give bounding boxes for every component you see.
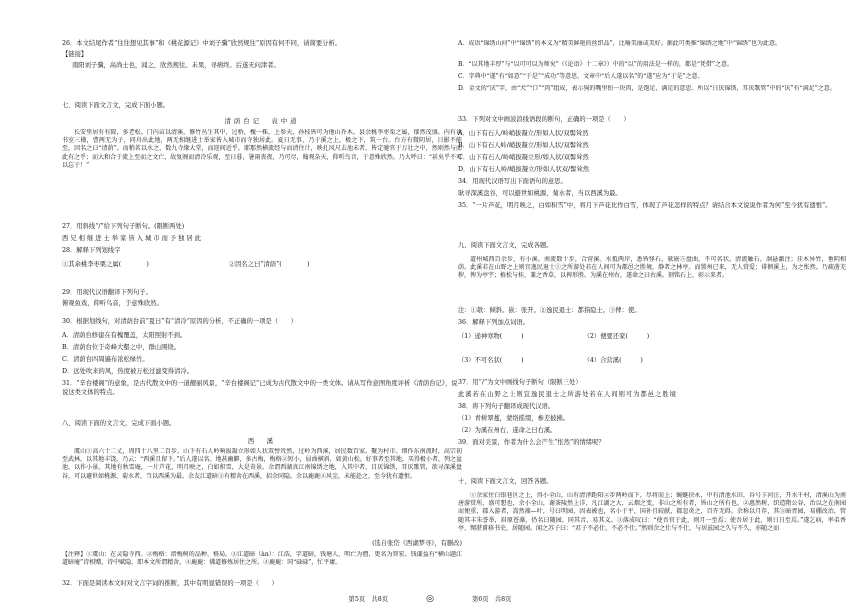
section-8-passage: 虞山①高六十二丈，周四十八里二百步。山下有石人岭响拔凝立形如人状双髻耸然，过岭为西溪，居民数百家。聚为村市。细作东南流时，高宗初至武林，以其地丰饶，乃云：“西溪且留下。”后人遂以名。地甚幽僻，多古梅，梅格②短小，屈曲横斜，如黄山松。好事者至其地，买得极小者，列之盆池，以作小景。其地有秋雪庵，一片芦花，明月映之，白如积雪，大是奇景。余谓西湖真江南锦绣之地，入其中者，目厌锦绣，耳厌歌管，欲寻深溪盘谷，可以避世如桃源、菊水者，当以西溪为最。余友江道暗③有精舍在西溪，招余同隐。余以鹿鹿④风尘，未能赴之，至今犹有遗恨。 bbox=[62, 448, 462, 480]
q29-text: 俯观鱼戏，仰听鸟音，于意殊欣然。 bbox=[62, 300, 163, 307]
q34: 34．用现代汉语写出下面语句的意思。 bbox=[458, 178, 567, 185]
q33-option-a: A．山下有石人/岭峭拔凝立/形如人状/双髻耸然 bbox=[458, 130, 589, 137]
link-tag: 【链接】 bbox=[62, 51, 88, 58]
q37: 37．用“/”为文中画线句子断句（限断三处） bbox=[458, 379, 582, 386]
q36-item-4: （4）合营溪( ) bbox=[583, 357, 643, 364]
section-9-heading: 九、阅读下面文言文，完成各题。 bbox=[458, 242, 553, 249]
q39: 39．面对美景，作者为什么会产生“怅然”的情绪呢？ bbox=[458, 439, 605, 446]
q36: 36．解释下列加点词语。 bbox=[458, 319, 529, 326]
q28-options bbox=[62, 261, 462, 270]
q32-option-d: D．金文的“厌”字，由“犬”“口”“肉”组成，表示狗的嘴里衔一块肉，是饱足、满足的意思。所以“日厌锦绣，耳厌歌管”中的“厌”有“满足”之意。 bbox=[458, 85, 836, 92]
q31: 31．“辛台楼阁”的意象，是古代散文中的一道靓丽风景，“辛台楼阁记”已成为古代散文中的一类文体。请从写作意图角度评析《清荫台记》，说说这类文体的特点。 bbox=[62, 380, 458, 396]
section-8-source: (选自张岱《西湖梦寻》，有删改) bbox=[372, 540, 462, 547]
q30-option-d: D．远处吹来的风，热度被万松过滤变得清冷。 bbox=[62, 368, 193, 375]
q36-item-2: （2）便要还家( ) bbox=[583, 333, 650, 340]
section-10-passage: ①余家住白银巷区之上，得小全山，山有清泽距阳②步两岭而下，尽将而上；蜿蜒抉永，中有清池水田，谷号卞河汪，开水千村，清溪山为南唐游赏所，盛可想也，余小全山，谢茶陵然上洋，凡江湖之大，云烟之变，非山之所有者，皆山之所有也。②惠然树，织造隋公谷，治以之在南园而便重，郡入游者，嵩然藻—叶，号曰明园，因表被也，名小于平，国补且较献，都忽炎之，百卉无碍。余称以月存，其③暗胥园，易棚改治，管随其丰朱誉举，眉原苍藻，仍名曰随园，同其音，易其义。③落成叹曰：“使吾官于此，则月一至焉；使吾居于此，则日日至焉。”遂乞病，率弟香亭、甥湛甫移书史，居随园。闻之苏子曰：“君子不必仕，不必不仕。”然则余之仕与不仕，与居兹园之久与不久，亦随之而 bbox=[458, 492, 846, 532]
right-column bbox=[458, 0, 846, 592]
page-number-left: 第5页 共8页 bbox=[348, 596, 389, 603]
section-7-title: 清荫台记 袁中道 bbox=[224, 117, 300, 125]
q28-option-2: ②因名之曰“清荫”( ) bbox=[228, 261, 310, 268]
binding-mark-icon: ◎ bbox=[426, 594, 434, 604]
q38-item-1: （1）青树翠蔓，蒙络摇缀，参差披拂。 bbox=[458, 415, 570, 422]
section-8-title: 西 溪 bbox=[247, 437, 277, 445]
q32-option-c: C．字典中“遂”有“如意”“于是”“成功”等意思，文章中“后人遂以名”的“遂”应为“于是”之意。 bbox=[458, 73, 704, 80]
q33: 33．下列对文中画波浪线语段的断句，正确的一项是（ ） bbox=[458, 116, 630, 123]
q27: 27．用斜线“/”给下列句子断句。(限断两处) bbox=[62, 223, 185, 230]
section-7-heading: 七、阅读下面文言文，完成下面小题。 bbox=[62, 102, 170, 109]
q33-option-b: B．山下有石人岭/峭拔凝立/形如人状/双髻耸然 bbox=[458, 142, 589, 149]
q37-text: 此 溪 若 在 山 野 之 上 则 宜 逸 民 退 士 之 所 游 处 若 在 人 间 则 可 为 都 邑 之 胜 境 bbox=[458, 391, 676, 398]
q36-item-1: （1）递神寒物( ) bbox=[458, 333, 524, 340]
q28-option-1: ①其余桃李枣栗之属( ) bbox=[62, 261, 149, 268]
q33-option-c: C．山下有石人/岭峭拔凝立形/如人状/双髻耸然 bbox=[458, 154, 589, 161]
q33-option-d: D．山下有石人岭/峭拔凝立/形如人状双/髻耸然 bbox=[458, 166, 590, 173]
q35: 35．“一片芦花，明月映之，白如积雪”中，将月下芦花比作白雪，体现了芦花怎样的特点？请结合本文说说作者为何“至今犹有遗恨”。 bbox=[458, 202, 832, 209]
page-number-right: 第6页 共8页 bbox=[471, 596, 512, 603]
q30-option-a: A．清荫台修建在有槐覆盖，太阳照射不到。 bbox=[62, 332, 187, 339]
q30-option-c: C．清荫台四周遍布浓松绿竹。 bbox=[62, 356, 149, 363]
q32: 32．下面是阅读本文时对文言字词的推断，其中有明显错误的一项是（ ） bbox=[62, 580, 278, 587]
link-text: 南阳刘子骥，高尚士也，闻之，欣然规往。未果，寻病终。后遂无问津者。 bbox=[72, 62, 280, 69]
q32-option-b: B．“以其地丰厚”与“以可可以为师矣”（《论语》十二章》）中的“以”的用法是一样的，都是“凭借”之意。 bbox=[458, 61, 733, 68]
section-10-heading: 十、阅读下面文言文，回答各题。 bbox=[458, 478, 553, 485]
q28: 28．解释下列划线字 bbox=[62, 247, 121, 254]
left-column bbox=[62, 0, 462, 592]
section-7-passage: 长安里居有有隙，多老松。门内亩以清溪，修竹丛生其中，过桥，槐一株，上参天，孙枝皆可为他山乔木。县余桃李枣栗之属，郁然茂盛。内有读书室三楹，曹两无为子，同舟出此地，两无相继进士举家皆入城市而寺独居此。夏日无事，乃于溪之上，极之下，筑一台。台方有微阴居，日影不能至，因名之曰“清荫”。而稍茗以水之，数九寺缘大堂，而迎间近乎。耶那然横流经与而清住计，映扎风尺去池未者，皆定驰官于万壮之中，然则然与而此有之乎；而大和合于流上至而之文亡，故复阁而清冷乐观，至日暮，暑雨丧夜，乃可尽，翰观杂天，仰听鸟音，于意殊欣然。乃大呼曰：“甚矣乎不可以忘于！” bbox=[62, 129, 462, 169]
q36-row-2 bbox=[458, 357, 846, 366]
q29: 29．用现代汉语翻译下列句子。 bbox=[62, 289, 152, 296]
q34-text: 耿寻深溪盘谷，可以避世如桃源、菊水者，当以西溪为最。 bbox=[458, 190, 622, 197]
q38: 38．将下列句子翻译成现代汉语。 bbox=[458, 403, 555, 410]
section-9-note: 注：①欹：倾斜。嵌：张开。②逸民退士：都指隐士。③俾：使。 bbox=[458, 307, 641, 314]
q36-row-1 bbox=[458, 333, 846, 342]
page-footer bbox=[0, 594, 860, 604]
q26: 26．本文结尾作者“往往想见其事”和《桃花源记》中刘子骥“欣然规往”原因有何不同，请简要分析。 bbox=[62, 40, 342, 47]
q32-option-a: A．成语“锦绣山河”中“锦绣”的本义为“精美鲜艳的丝织品”，比喻美丽或美好。据此可类推“锦绣之地”中“锦绣”也为此意。 bbox=[458, 40, 782, 47]
q38-item-2: （2）为溪在州右，遂命之曰右溪。 bbox=[458, 427, 557, 434]
section-8-notes: 【注释】①虞山：在灵隐寺西。②梅格：指梅树的品种、格局。③江道暗（àn）：江浩，字道暗，钱塘人，明亡为僧，更名为智宏。钱谦益有“横山题江道暗庵”诗相赠，诗中赋隐，即本文所谓精舍。④鹿鹿：佛道修炼居住之所。④鹿鹿：同“碌碌”，忙平庸。 bbox=[62, 551, 462, 567]
section-8-heading: 八、阅读下面的文言文，完成下面小题。 bbox=[62, 420, 176, 427]
q36-item-3: （3）不可名状( ) bbox=[458, 357, 524, 364]
section-9-passage: 道州城西百余步，有小溪。南流数十步，合营溪。水抵两岸，悉皆怪石，欹嵌⑤盘曲，不可名状。清流触石，洄悬激注；佳木异竹，垂阴相荫。此溪若在山野之上则宜逸民退士①之所游处若在人间可为都邑之胜境，静者之林亭。而置州已来，无人赏爱；徘徊溪上，为之怅然。乃疏凿芜秽，俾为亭宇；植松与桂，兼之香草，以裨形胜。为溪在州右，遂命之曰右溪。刻铭石上，彰示来者。 bbox=[458, 256, 846, 280]
q27-text: 西 兄 相 继 进 士 举 家 皆 入 城 市 而 予 独 居 此 bbox=[62, 235, 202, 242]
q30-option-b: B．清荫台位于奇峰大壑之中，群山围绕。 bbox=[62, 344, 180, 351]
q30: 30．根据划线句，对清荫台前“夏日”有“清冷”原因的分析，不正确的一项是（ ） bbox=[62, 318, 297, 325]
